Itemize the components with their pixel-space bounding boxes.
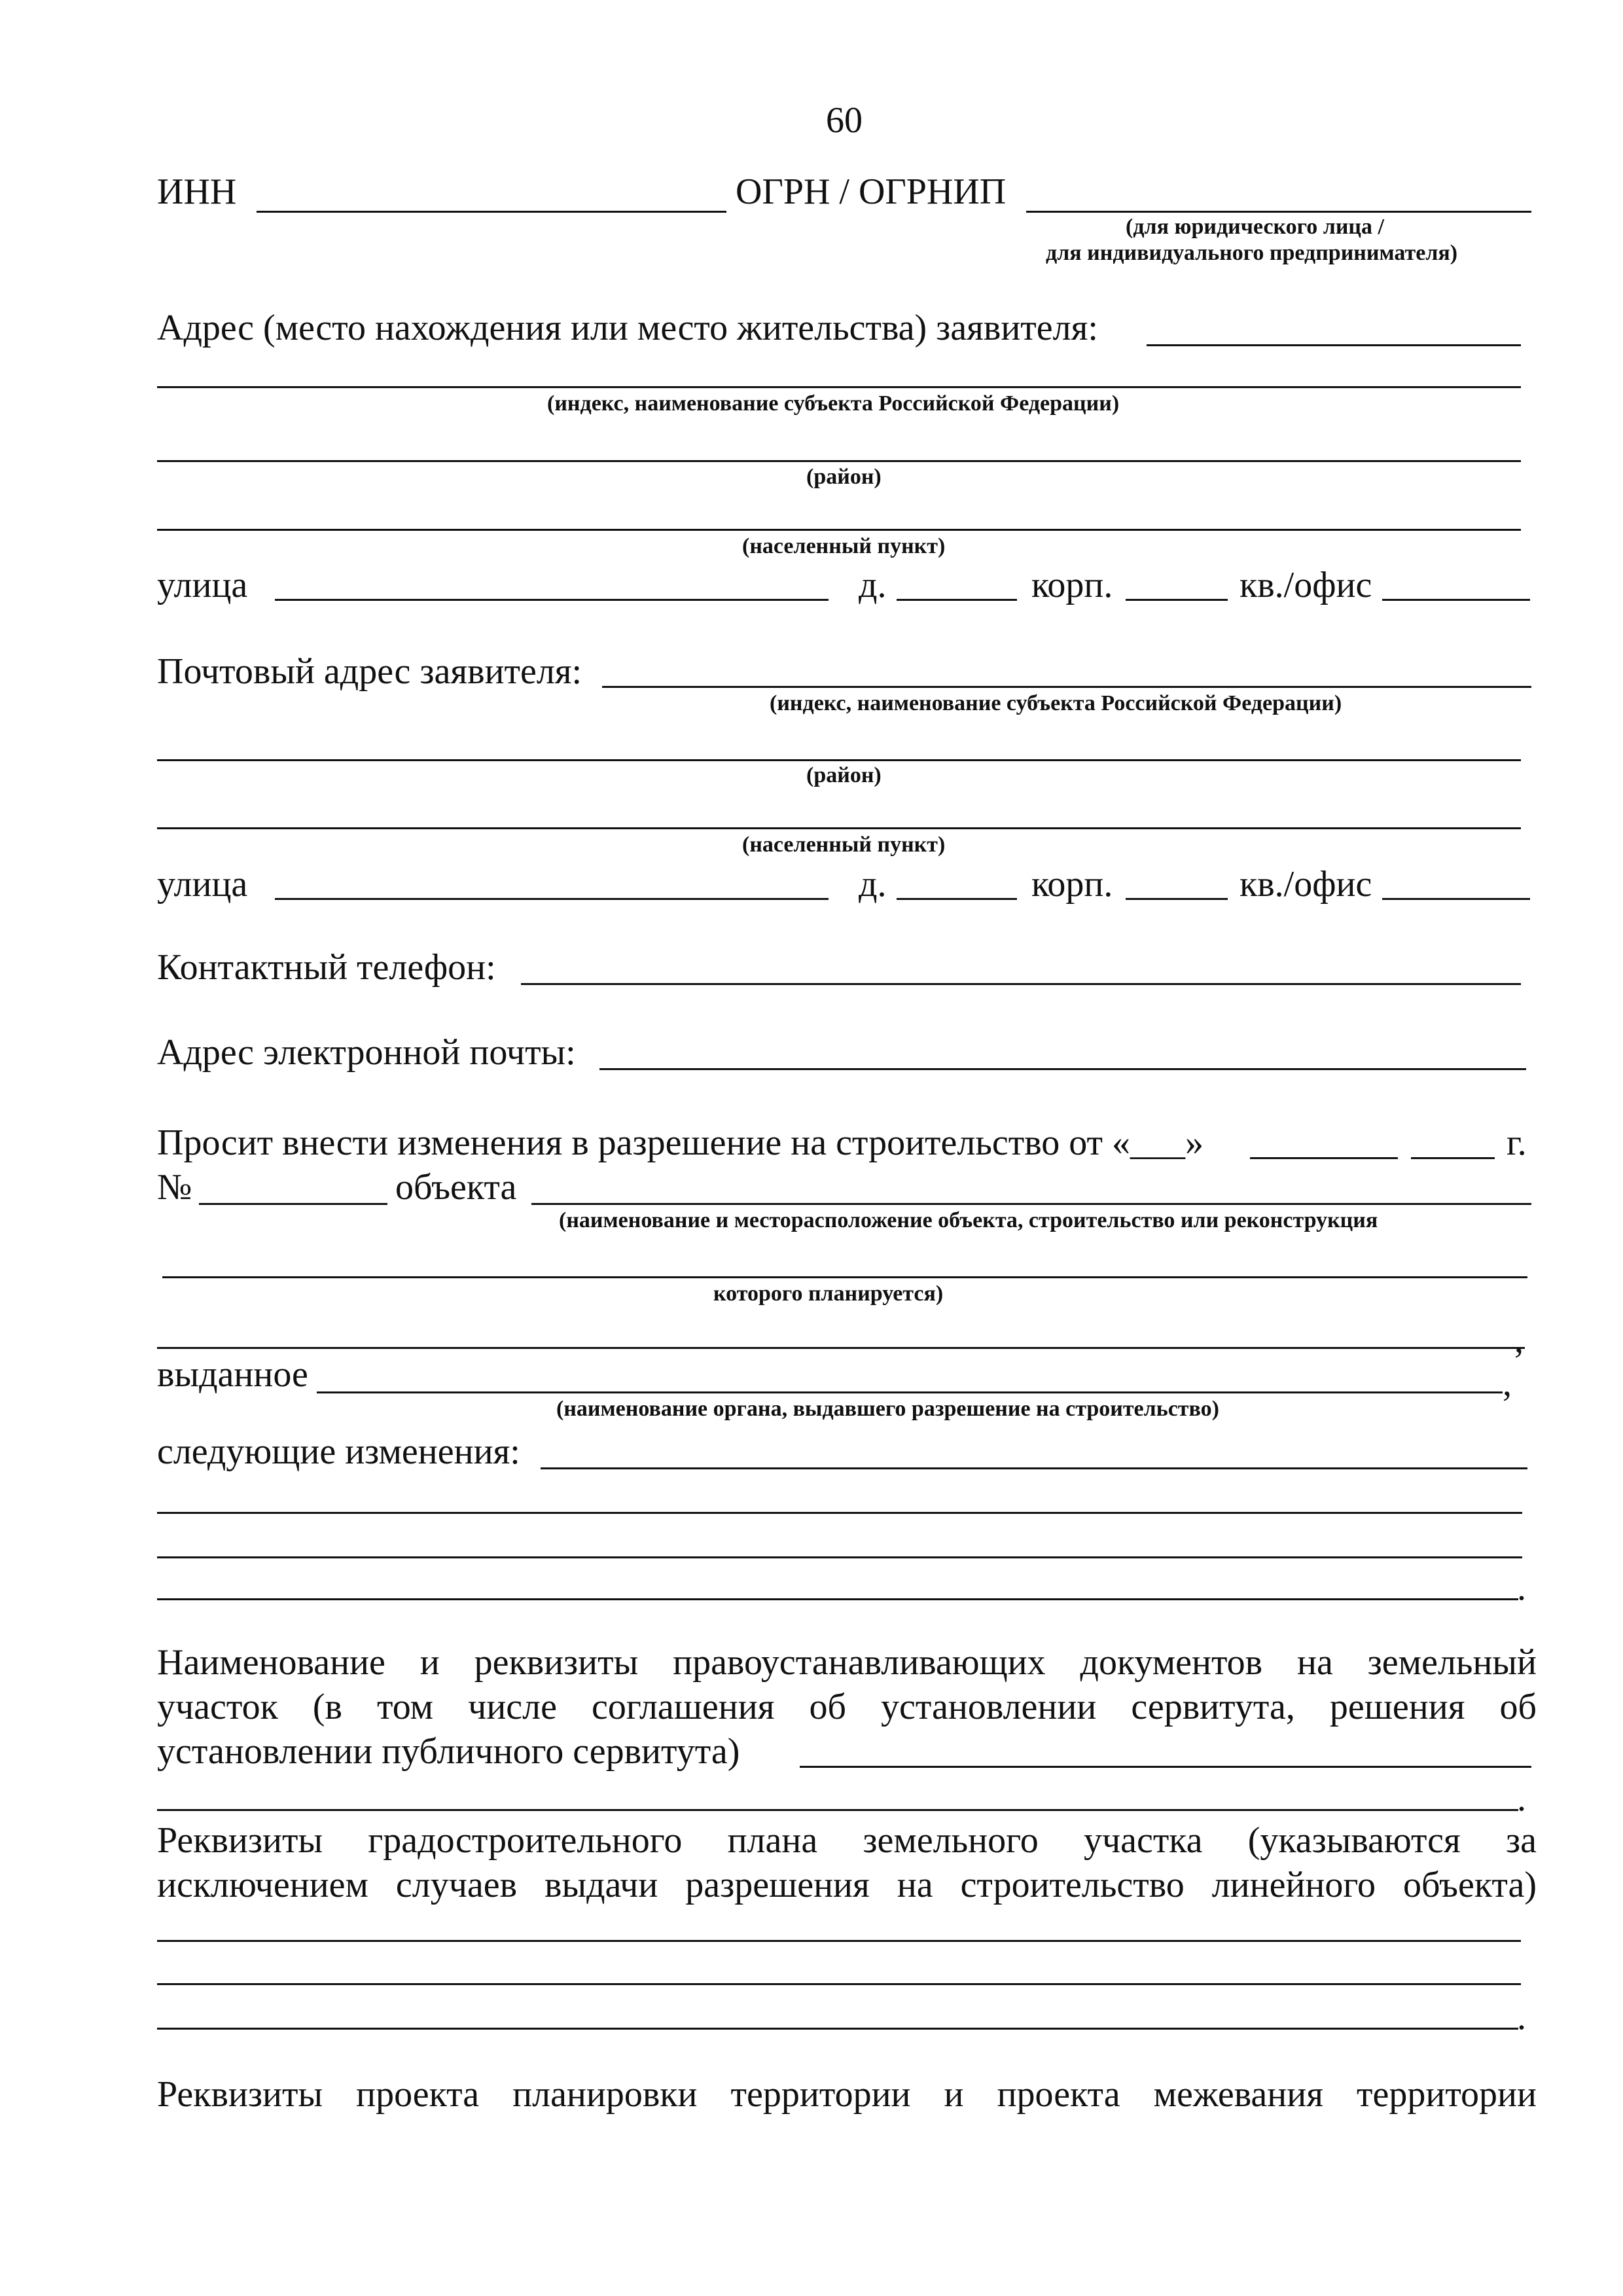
gpzu-field-1[interactable] <box>157 1940 1521 1942</box>
address-label: Адрес (место нахождения или место жительства) заявителя: <box>157 308 1098 348</box>
postal-locality-field[interactable] <box>157 827 1521 829</box>
gpzu-field-2[interactable] <box>157 1983 1521 1985</box>
permit-year-field[interactable] <box>1411 1157 1495 1159</box>
postal-apt-field[interactable] <box>1382 898 1530 900</box>
permit-month-field[interactable] <box>1250 1157 1398 1159</box>
land-docs-period: . <box>1517 1778 1526 1819</box>
land-docs-field-2[interactable] <box>157 1809 1518 1811</box>
land-docs-line-3: установлении публичного сервитута) <box>157 1731 740 1772</box>
changes-field-1[interactable] <box>541 1467 1527 1469</box>
planning-line-1: Реквизиты проекта планировки территории и проекта межевания территории <box>157 2074 1537 2115</box>
year-abbr: г. <box>1507 1122 1527 1163</box>
postal-building-field[interactable] <box>1126 898 1228 900</box>
land-docs-line-1: Наименование и реквизиты правоустанавливающих документов на земельный <box>157 1642 1537 1683</box>
object-note-2: которого планируется) <box>713 1282 944 1306</box>
changes-field-3[interactable] <box>157 1556 1522 1558</box>
object-label: объекта <box>395 1167 517 1208</box>
postal-apt-label: кв./офис <box>1240 864 1372 905</box>
issued-comma: , <box>1503 1363 1512 1404</box>
changes-field-2[interactable] <box>157 1512 1522 1514</box>
postal-note-index: (индекс, наименование субъекта Российской Федерации) <box>770 691 1342 715</box>
address-house-field[interactable] <box>897 599 1017 601</box>
email-label: Адрес электронной почты: <box>157 1032 576 1073</box>
address-building-label: корп. <box>1031 565 1113 605</box>
address-apt-field[interactable] <box>1382 599 1530 601</box>
phone-field[interactable] <box>521 983 1521 985</box>
address-index-field[interactable] <box>157 386 1521 388</box>
phone-label: Контактный телефон: <box>157 947 496 988</box>
inn-field[interactable] <box>257 211 726 213</box>
address-note-locality: (населенный пункт) <box>742 534 946 558</box>
postal-house-field[interactable] <box>897 898 1017 900</box>
postal-label: Почтовый адрес заявителя: <box>157 651 582 692</box>
object-field[interactable] <box>531 1203 1531 1205</box>
gpzu-line-1: Реквизиты градостроительного плана земельного участка (указываются за <box>157 1820 1537 1861</box>
address-note-district: (район) <box>806 465 882 489</box>
number-sign: № <box>157 1167 192 1208</box>
ogrn-note-2: для индивидуального предпринимателя) <box>1046 241 1458 265</box>
object-field-line-2[interactable] <box>162 1276 1527 1278</box>
address-house-label: д. <box>859 565 887 605</box>
address-note-index: (индекс, наименование субъекта Российской Федерации) <box>547 391 1120 416</box>
address-locality-field[interactable] <box>157 529 1521 531</box>
page-number: 60 <box>826 100 863 141</box>
address-field-first[interactable] <box>1147 344 1521 346</box>
land-docs-line-2: участок (в том числе соглашения об установлении сервитута, решения об <box>157 1687 1537 1727</box>
postal-house-label: д. <box>859 864 887 905</box>
inn-label: ИНН <box>157 171 237 212</box>
gpzu-field-3[interactable] <box>157 2028 1518 2030</box>
changes-label: следующие изменения: <box>157 1431 520 1472</box>
issued-field[interactable] <box>317 1391 1503 1393</box>
ogrn-field[interactable] <box>1026 211 1531 213</box>
postal-building-label: корп. <box>1031 864 1113 905</box>
address-district-field[interactable] <box>157 460 1521 462</box>
address-apt-label: кв./офис <box>1240 565 1372 605</box>
postal-street-field[interactable] <box>275 898 829 900</box>
address-street-field[interactable] <box>275 599 829 601</box>
postal-note-district: (район) <box>806 763 882 787</box>
address-street-label: улица <box>157 565 248 605</box>
postal-district-field[interactable] <box>157 759 1521 761</box>
request-text: Просит внести изменения в разрешение на строительство от «___» <box>157 1122 1204 1163</box>
ogrn-note-1: (для юридического лица / <box>1126 215 1384 239</box>
issued-label: выданное <box>157 1354 308 1395</box>
gpzu-line-2: исключением случаев выдачи разрешения на строительство линейного объекта) <box>157 1865 1537 1905</box>
issued-note: (наименование органа, выдавшего разрешение на строительство) <box>556 1397 1219 1421</box>
object-field-line-3[interactable] <box>157 1347 1525 1349</box>
postal-street-label: улица <box>157 864 248 905</box>
object-note-1: (наименование и месторасположение объекта, строительство или реконструкция <box>559 1208 1378 1232</box>
postal-field-first[interactable] <box>602 686 1531 688</box>
changes-field-4[interactable] <box>157 1598 1518 1600</box>
gpzu-period: . <box>1517 1997 1526 2037</box>
ogrn-label: ОГРН / ОГРНИП <box>736 171 1007 212</box>
land-docs-field-1[interactable] <box>800 1766 1531 1768</box>
postal-note-locality: (населенный пункт) <box>742 833 946 857</box>
address-building-field[interactable] <box>1126 599 1228 601</box>
permit-number-field[interactable] <box>199 1203 387 1205</box>
changes-period: . <box>1517 1568 1526 1608</box>
email-field[interactable] <box>599 1068 1526 1070</box>
object-comma: , <box>1514 1320 1524 1361</box>
